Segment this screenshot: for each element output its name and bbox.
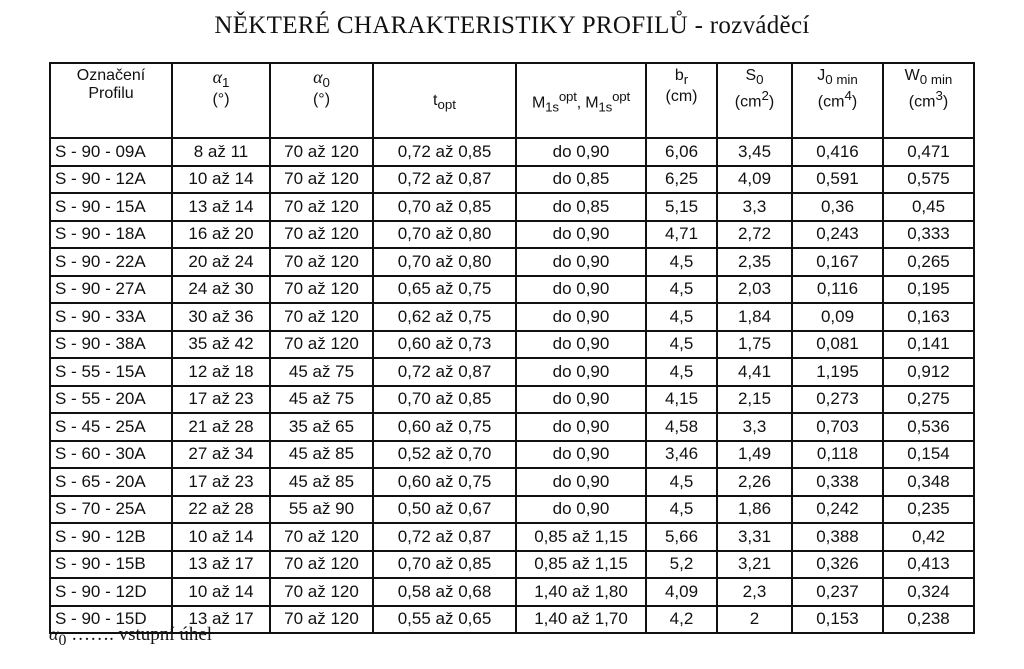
cell-m1s-opt: 1,40 až 1,80 [516,578,646,606]
cell-j0-min: 0,338 [792,468,883,496]
cell-j0-min: 0,118 [792,441,883,469]
cell-alpha1: 30 až 36 [172,303,270,331]
cell-s0: 3,45 [717,138,792,166]
cell-m1s-opt: do 0,85 [516,193,646,221]
table-row [50,496,974,524]
cell-br: 4,5 [646,468,717,496]
cell-t-opt: 0,72 až 0,85 [373,138,516,166]
cell-alpha1: 24 až 30 [172,276,270,304]
cell-w0-min: 0,333 [883,221,974,249]
cell-t-opt: 0,62 až 0,75 [373,303,516,331]
cell-s0: 2,72 [717,221,792,249]
cell-t-opt: 0,60 až 0,73 [373,331,516,359]
cell-m1s-opt: do 0,90 [516,413,646,441]
cell-w0-min: 0,413 [883,551,974,579]
cell-w0-min: 0,536 [883,413,974,441]
table-row [50,248,974,276]
cell-j0-min: 0,591 [792,166,883,194]
cell-alpha1: 22 až 28 [172,496,270,524]
cell-designation: S - 90 - 27A [50,276,172,304]
cell-s0: 3,3 [717,413,792,441]
cell-br: 4,5 [646,303,717,331]
cell-alpha0: 70 až 120 [270,578,373,606]
cell-t-opt: 0,70 až 0,85 [373,386,516,414]
page-title: NĚKTERÉ CHARAKTERISTIKY PROFILŮ - rozváděcí [214,12,810,39]
cell-br: 5,66 [646,523,717,551]
cell-j0-min: 0,243 [792,221,883,249]
cell-t-opt: 0,52 až 0,70 [373,441,516,469]
cell-m1s-opt: do 0,90 [516,248,646,276]
cell-designation: S - 90 - 33A [50,303,172,331]
cell-s0: 3,31 [717,523,792,551]
cell-designation: S - 90 - 38A [50,331,172,359]
cell-br: 4,15 [646,386,717,414]
cell-designation: S - 60 - 30A [50,441,172,469]
cell-s0: 3,21 [717,551,792,579]
cell-t-opt: 0,70 až 0,80 [373,221,516,249]
cell-t-opt: 0,50 až 0,67 [373,496,516,524]
cell-designation: S - 90 - 18A [50,221,172,249]
table-row [50,331,974,359]
cell-w0-min: 0,235 [883,496,974,524]
cell-br: 4,71 [646,221,717,249]
cell-alpha0: 70 až 120 [270,166,373,194]
header-t-opt: $t_{opt}$ [373,63,516,138]
cell-s0: 1,75 [717,331,792,359]
cell-alpha0: 55 až 90 [270,496,373,524]
header-m1s-opt: $M_{1s}^{opt}$, $M_{1s}^{opt}$ [516,63,646,138]
cell-designation: S - 90 - 12B [50,523,172,551]
cell-j0-min: 1,195 [792,358,883,386]
cell-designation: S - 90 - 15B [50,551,172,579]
cell-t-opt: 0,72 až 0,87 [373,358,516,386]
cell-s0: 2,35 [717,248,792,276]
cell-alpha1: 13 až 17 [172,551,270,579]
cell-designation: S - 55 - 20A [50,386,172,414]
table-row [50,138,974,166]
cell-m1s-opt: do 0,90 [516,496,646,524]
cell-s0: 4,41 [717,358,792,386]
cell-alpha1: 10 až 14 [172,166,270,194]
cell-alpha1: 27 až 34 [172,441,270,469]
cell-t-opt: 0,70 až 0,85 [373,193,516,221]
cell-br: 3,46 [646,441,717,469]
cell-alpha1: 21 až 28 [172,413,270,441]
cell-m1s-opt: do 0,90 [516,441,646,469]
cell-br: 4,5 [646,358,717,386]
cell-w0-min: 0,238 [883,606,974,634]
cell-j0-min: 0,36 [792,193,883,221]
cell-w0-min: 0,45 [883,193,974,221]
cell-m1s-opt: do 0,90 [516,303,646,331]
cell-alpha1: 13 až 17 [172,606,270,634]
cell-alpha1: 20 až 24 [172,248,270,276]
cell-t-opt: 0,72 až 0,87 [373,166,516,194]
cell-s0: 2,03 [717,276,792,304]
cell-br: 5,2 [646,551,717,579]
cell-alpha0: 35 až 65 [270,413,373,441]
cell-m1s-opt: do 0,90 [516,276,646,304]
cell-designation: S - 90 - 12A [50,166,172,194]
cell-j0-min: 0,153 [792,606,883,634]
cell-j0-min: 0,416 [792,138,883,166]
cell-j0-min: 0,273 [792,386,883,414]
cell-j0-min: 0,242 [792,496,883,524]
footnote: $\alpha_0$ ……. vstupní úhel [49,624,213,649]
cell-m1s-opt: do 0,90 [516,386,646,414]
cell-designation: S - 90 - 22A [50,248,172,276]
cell-j0-min: 0,116 [792,276,883,304]
cell-alpha1: 17 až 23 [172,468,270,496]
cell-br: 4,5 [646,248,717,276]
cell-w0-min: 0,163 [883,303,974,331]
header-br: $b_r$ (cm) [646,63,717,138]
table-row [50,166,974,194]
table-row [50,303,974,331]
profile-characteristics-table [49,62,975,634]
cell-w0-min: 0,42 [883,523,974,551]
cell-j0-min: 0,167 [792,248,883,276]
cell-s0: 1,49 [717,441,792,469]
cell-br: 4,09 [646,578,717,606]
cell-alpha1: 13 až 14 [172,193,270,221]
cell-alpha1: 17 až 23 [172,386,270,414]
cell-m1s-opt: do 0,85 [516,166,646,194]
cell-j0-min: 0,326 [792,551,883,579]
header-designation: Označení Profilu [50,63,172,138]
table-body [50,138,974,633]
cell-alpha0: 70 až 120 [270,193,373,221]
table-row [50,551,974,579]
header-s0: $S_0$ $(cm^2)$ [717,63,792,138]
table-row [50,578,974,606]
cell-w0-min: 0,575 [883,166,974,194]
cell-w0-min: 0,275 [883,386,974,414]
cell-t-opt: 0,72 až 0,87 [373,523,516,551]
cell-t-opt: 0,70 až 0,80 [373,248,516,276]
cell-w0-min: 0,912 [883,358,974,386]
cell-t-opt: 0,55 až 0,65 [373,606,516,634]
cell-m1s-opt: 0,85 až 1,15 [516,551,646,579]
cell-designation: S - 55 - 15A [50,358,172,386]
cell-alpha0: 45 až 75 [270,386,373,414]
cell-alpha0: 70 až 120 [270,606,373,634]
table-row [50,193,974,221]
cell-j0-min: 0,388 [792,523,883,551]
profile-table-container [49,62,975,634]
cell-t-opt: 0,60 až 0,75 [373,413,516,441]
table-header-row [50,63,974,138]
cell-t-opt: 0,65 až 0,75 [373,276,516,304]
cell-alpha0: 70 až 120 [270,276,373,304]
cell-alpha1: 12 až 18 [172,358,270,386]
cell-br: 4,5 [646,331,717,359]
cell-alpha0: 70 až 120 [270,331,373,359]
cell-br: 6,06 [646,138,717,166]
cell-designation: S - 90 - 12D [50,578,172,606]
cell-m1s-opt: 1,40 až 1,70 [516,606,646,634]
cell-alpha1: 10 až 14 [172,523,270,551]
cell-br: 5,15 [646,193,717,221]
table-row [50,468,974,496]
cell-designation: S - 70 - 25A [50,496,172,524]
cell-s0: 1,84 [717,303,792,331]
cell-alpha0: 70 až 120 [270,523,373,551]
cell-br: 4,2 [646,606,717,634]
cell-m1s-opt: do 0,90 [516,221,646,249]
cell-alpha0: 70 až 120 [270,303,373,331]
table-row [50,523,974,551]
cell-j0-min: 0,703 [792,413,883,441]
cell-alpha1: 35 až 42 [172,331,270,359]
cell-s0: 3,3 [717,193,792,221]
cell-j0-min: 0,081 [792,331,883,359]
table-row [50,358,974,386]
cell-br: 4,5 [646,276,717,304]
cell-t-opt: 0,60 až 0,75 [373,468,516,496]
cell-w0-min: 0,195 [883,276,974,304]
cell-m1s-opt: do 0,90 [516,358,646,386]
cell-s0: 2,3 [717,578,792,606]
cell-w0-min: 0,265 [883,248,974,276]
cell-m1s-opt: 0,85 až 1,15 [516,523,646,551]
cell-m1s-opt: do 0,90 [516,138,646,166]
table-row [50,386,974,414]
table-row [50,441,974,469]
cell-alpha0: 70 až 120 [270,138,373,166]
table-row [50,276,974,304]
cell-alpha1: 16 až 20 [172,221,270,249]
table-row [50,221,974,249]
cell-alpha0: 45 až 75 [270,358,373,386]
table-row [50,413,974,441]
cell-w0-min: 0,348 [883,468,974,496]
header-j0-min: $J_{0 min}$ $(cm^4)$ [792,63,883,138]
cell-alpha0: 45 až 85 [270,468,373,496]
cell-br: 4,58 [646,413,717,441]
cell-m1s-opt: do 0,90 [516,331,646,359]
cell-w0-min: 0,324 [883,578,974,606]
cell-alpha0: 70 až 120 [270,248,373,276]
cell-designation: S - 90 - 15D [50,606,172,634]
cell-alpha0: 70 až 120 [270,551,373,579]
cell-t-opt: 0,58 až 0,68 [373,578,516,606]
cell-alpha1: 10 až 14 [172,578,270,606]
cell-designation: S - 90 - 15A [50,193,172,221]
cell-alpha0: 45 až 85 [270,441,373,469]
cell-w0-min: 0,471 [883,138,974,166]
cell-w0-min: 0,141 [883,331,974,359]
cell-t-opt: 0,70 až 0,85 [373,551,516,579]
cell-j0-min: 0,09 [792,303,883,331]
cell-designation: S - 45 - 25A [50,413,172,441]
header-alpha0: $\alpha_0$ (°) [270,63,373,138]
cell-s0: 4,09 [717,166,792,194]
cell-w0-min: 0,154 [883,441,974,469]
cell-j0-min: 0,237 [792,578,883,606]
cell-s0: 2 [717,606,792,634]
cell-br: 4,5 [646,496,717,524]
header-w0-min: $W_{0 min}$ $(cm^3)$ [883,63,974,138]
cell-m1s-opt: do 0,90 [516,468,646,496]
cell-designation: S - 65 - 20A [50,468,172,496]
cell-alpha1: 8 až 11 [172,138,270,166]
header-alpha1: $\alpha_1$ (°) [172,63,270,138]
cell-br: 6,25 [646,166,717,194]
cell-s0: 1,86 [717,496,792,524]
cell-designation: S - 90 - 09A [50,138,172,166]
cell-s0: 2,26 [717,468,792,496]
cell-s0: 2,15 [717,386,792,414]
cell-alpha0: 70 až 120 [270,221,373,249]
